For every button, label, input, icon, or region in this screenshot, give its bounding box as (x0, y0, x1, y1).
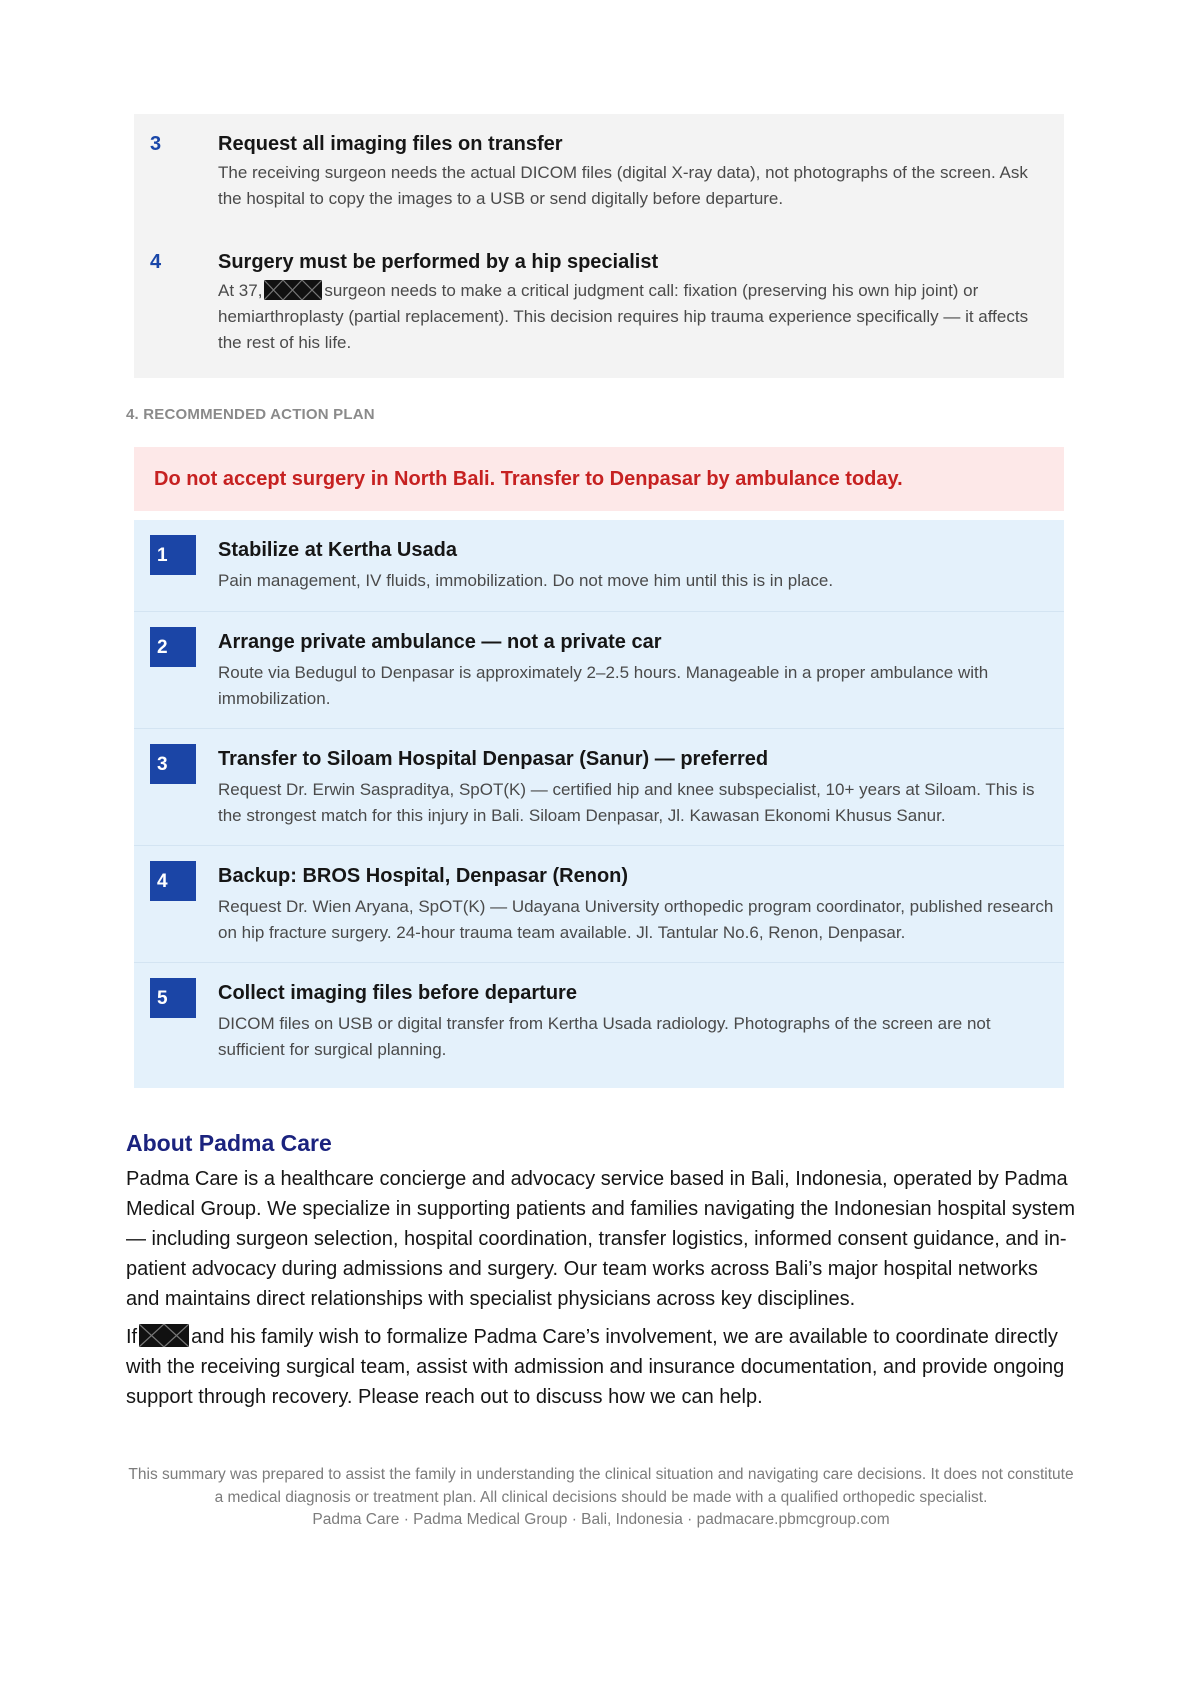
step-title: Collect imaging files before departure (218, 982, 577, 1004)
consideration-body: The receiving surgeon needs the actual DICOM files (digital X-ray data), not photographs of the screen. Ask the hospital to copy the images to a USB or send digitally before departure. (218, 163, 1028, 208)
step-number-badge: 4 (150, 861, 196, 901)
action-step (134, 845, 1064, 962)
consideration-number: 3 (150, 133, 162, 155)
step-number-badge: 3 (150, 744, 196, 784)
step-number-badge: 2 (150, 627, 196, 667)
section-label-action-plan: 4. RECOMMENDED ACTION PLAN (126, 406, 375, 423)
step-title: Stabilize at Kertha Usada (218, 539, 457, 561)
step-title: Arrange private ambulance — not a private car (218, 631, 662, 653)
step-body: Request Dr. Wien Aryana, SpOT(K) — Udayana University orthopedic program coordinator, published research on hip fracture surgery. 24-hour trauma team available. Jl. Tantular No.6, Renon, Denpasar. (218, 897, 1054, 942)
action-step (134, 520, 1064, 610)
consideration-title: Surgery must be performed by a hip specialist (218, 251, 659, 273)
action-step (134, 962, 1064, 1089)
action-steps-box (134, 520, 1064, 1088)
consideration-body (218, 278, 1048, 356)
step-title: Backup: BROS Hospital, Denpasar (Renon) (218, 865, 629, 887)
about-paragraph-suffix: and his family wish to formalize Padma Care’s involvement, we are available to coordinate directly with the receiving surgical team, assist with admission and insurance documentation, and provide ongoing support through recovery. Please reach out to discuss how we can help. (126, 1326, 1065, 1408)
footer-contact: Padma Care · Padma Medical Group · Bali, Indonesia · padmacare.pbmcgroup.com (312, 1511, 890, 1528)
step-number-badge: 5 (150, 978, 196, 1018)
redaction-mark (264, 280, 322, 300)
alert-banner (134, 447, 1064, 511)
step-body: Pain management, IV fluids, immobilization. Do not move him until this is in place. (218, 571, 834, 590)
redaction-mark (139, 1324, 189, 1347)
about-paragraph (126, 1322, 1076, 1412)
step-body: Route via Bedugul to Denpasar is approximately 2–2.5 hours. Manageable in a proper ambulance with immobilization. (218, 663, 989, 708)
step-body: DICOM files on USB or digital transfer from Kertha Usada radiology. Photographs of the screen are not sufficient for surgical planning. (218, 1014, 991, 1059)
considerations-box (134, 114, 1064, 378)
footer (126, 1464, 1076, 1532)
footer-disclaimer: This summary was prepared to assist the family in understanding the clinical situation and navigating care decisions. It does not constitute a medical diagnosis or treatment plan. All clinical decisions should be made with a qualified orthopedic specialist. (128, 1466, 1074, 1506)
action-step (134, 611, 1064, 728)
step-title: Transfer to Siloam Hospital Denpasar (Sanur) — preferred (218, 748, 769, 770)
alert-text: Do not accept surgery in North Bali. Transfer to Denpasar by ambulance today. (154, 468, 903, 490)
consideration-title: Request all imaging files on transfer (218, 133, 563, 155)
consideration-body-suffix: surgeon needs to make a critical judgment call: fixation (preserving his own hip joint) or hemiarthroplasty (partial replacement). This decision requires hip trauma experience specifically — it affects the rest of his life. (218, 281, 1029, 352)
about-heading: About Padma Care (126, 1130, 332, 1156)
about-paragraph: Padma Care is a healthcare concierge and advocacy service based in Bali, Indonesia, operated by Padma Medical Group. We specialize in supporting patients and families navigating the Indonesian hospital system — including surgeon selection, hospital coordination, transfer logistics, informed consent guidance, and in-patient advocacy during admissions and surgery. Our team works across Bali’s major hospital networks and maintains direct relationships with specialist physicians across key disciplines. (126, 1168, 1076, 1310)
consideration-number: 4 (150, 251, 162, 273)
about-paragraph-prefix: If (126, 1326, 138, 1348)
step-number-badge: 1 (150, 535, 196, 575)
step-body: Request Dr. Erwin Saspraditya, SpOT(K) — certified hip and knee subspecialist, 10+ years at Siloam. This is the strongest match for this injury in Bali. Siloam Denpasar, Jl. Kawasan Ekonomi Khusus Sanur. (218, 780, 1035, 825)
action-step (134, 728, 1064, 845)
consideration-body-prefix: At 37, (218, 281, 263, 300)
